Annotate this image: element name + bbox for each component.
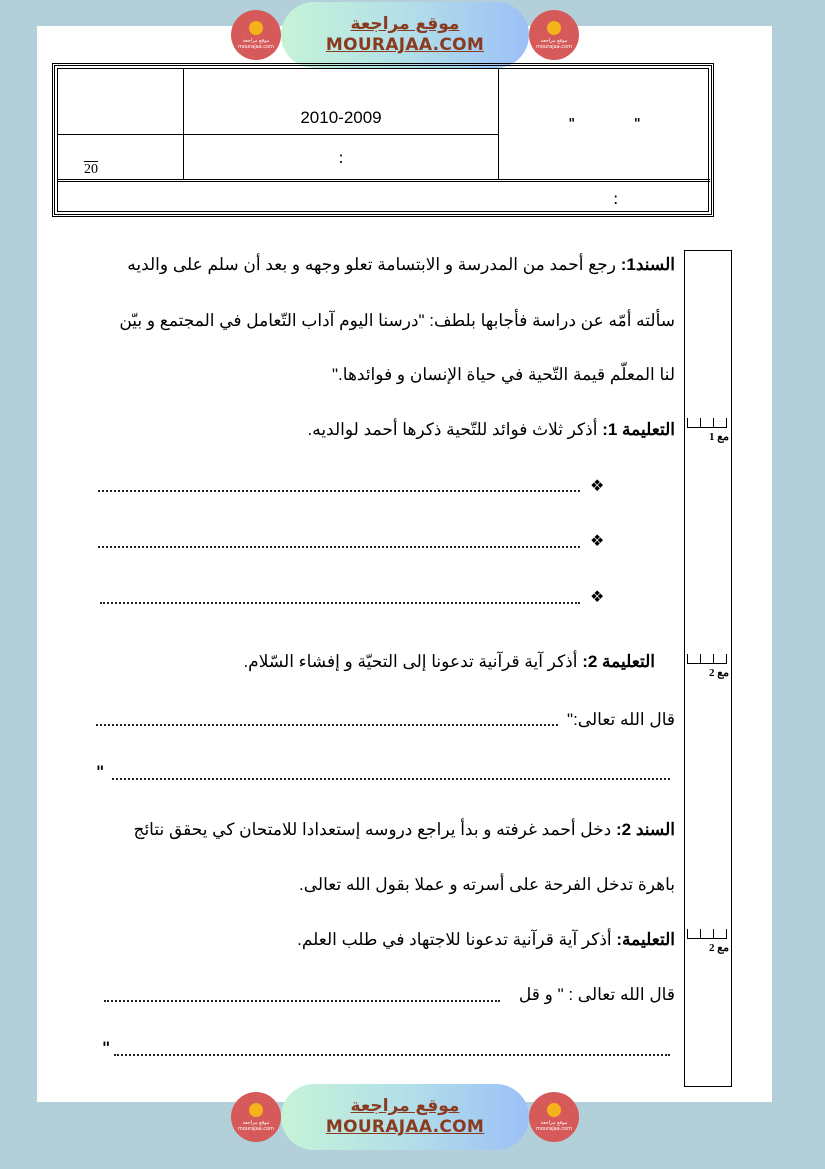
answer-line[interactable] — [96, 724, 558, 726]
score-label: مع 1 — [709, 431, 729, 443]
answer-line[interactable] — [98, 490, 580, 492]
exam-header-table — [52, 63, 714, 217]
task2-label: التعليمة 2: — [582, 652, 655, 671]
score-label: مع 2 — [709, 667, 729, 679]
grade-total: 20 — [84, 162, 98, 177]
diamond-bullet-icon: ❖ — [590, 531, 605, 550]
task3-label: التعليمة: — [616, 930, 675, 949]
score-label: مع 2 — [709, 942, 729, 954]
closing-quote: " — [102, 1038, 111, 1057]
diamond-bullet-icon: ❖ — [590, 587, 605, 606]
sanad1-line-2: سألته أمّه عن دراسة فأجابها بلطف: "درسنا اليوم آداب التّعامل في المجتمع و بيّن — [119, 311, 675, 330]
score-margin-column — [684, 250, 732, 1087]
site-name-arabic: موقع مراجعة — [350, 1096, 460, 1116]
watermark-banner-top[interactable] — [231, 2, 581, 68]
subject-cell — [499, 69, 710, 179]
score-box — [685, 929, 731, 954]
site-name-latin: MOURAJAA.COM — [325, 1117, 485, 1137]
diamond-bullet-icon: ❖ — [590, 476, 605, 495]
score-box — [685, 654, 731, 679]
book-icon — [547, 21, 561, 35]
badge-caption: موقع مراجعة mourajaa.com — [535, 37, 572, 50]
site-name-latin: MOURAJAA.COM — [325, 35, 485, 55]
quote-mark: " — [633, 116, 641, 132]
student-name-field: : — [183, 135, 499, 179]
sanad1-line-1: السند1: رجع أحمد من المدرسة و الابتسامة تعلو وجهه و بعد أن سلم على والديه — [127, 255, 675, 274]
sanad1-line-3: لنا المعلّم قيمة التّحية في حياة الإنسان و فوائدها." — [332, 365, 675, 384]
sanad2-label: السند 2: — [616, 820, 675, 839]
badge-caption: موقع مراجعة mourajaa.com — [535, 1119, 572, 1132]
task2-instruction: التعليمة 2: أذكر آية قرآنية تدعونا إلى التحيّة و إفشاء السّلام. — [243, 652, 655, 671]
task3-instruction: التعليمة: أذكر آية قرآنية تدعونا للاجتهاد في طلب العلم. — [297, 930, 675, 949]
quote-mark: " — [568, 116, 576, 132]
site-link[interactable] — [281, 1084, 529, 1150]
grade-cell — [58, 135, 183, 179]
logo-badge — [231, 1092, 281, 1142]
closing-quote: " — [96, 762, 105, 781]
answer-line[interactable] — [112, 778, 670, 780]
book-icon — [547, 1103, 561, 1117]
logo-badge — [529, 1092, 579, 1142]
logo-badge — [231, 10, 281, 60]
task3-prompt: قال الله تعالى : " و قل — [518, 985, 675, 1004]
school-year: 2010-2009 — [183, 69, 499, 135]
answer-line[interactable] — [114, 1054, 670, 1056]
answer-line[interactable] — [98, 546, 580, 548]
badge-caption: موقع مراجعة mourajaa.com — [237, 1119, 274, 1132]
badge-caption: موقع مراجعة mourajaa.com — [237, 37, 274, 50]
score-box — [685, 418, 731, 443]
header-cell-empty — [58, 69, 183, 135]
answer-line[interactable] — [100, 602, 580, 604]
logo-badge — [529, 10, 579, 60]
class-field: : — [58, 179, 710, 215]
site-link[interactable] — [281, 2, 529, 68]
answer-line[interactable] — [104, 1000, 500, 1002]
task2-prompt: قال الله تعالى:" — [567, 710, 675, 729]
book-icon — [249, 21, 263, 35]
task1-label: التعليمة 1: — [602, 420, 675, 439]
task1-instruction: التعليمة 1: أذكر ثلاث فوائد للتّحية ذكرها أحمد لوالديه. — [307, 420, 675, 439]
sanad1-label: السند1: — [620, 255, 675, 274]
watermark-banner-bottom[interactable] — [231, 1084, 581, 1150]
site-name-arabic: موقع مراجعة — [350, 14, 460, 34]
sanad2-line-2: باهرة تدخل الفرحة على أسرته و عملا بقول الله تعالى. — [299, 875, 675, 894]
sanad2-line-1: السند 2: دخل أحمد غرفته و بدأ يراجع دروسه إستعدادا للامتحان كي يحقق نتائج — [133, 820, 675, 839]
book-icon — [249, 1103, 263, 1117]
